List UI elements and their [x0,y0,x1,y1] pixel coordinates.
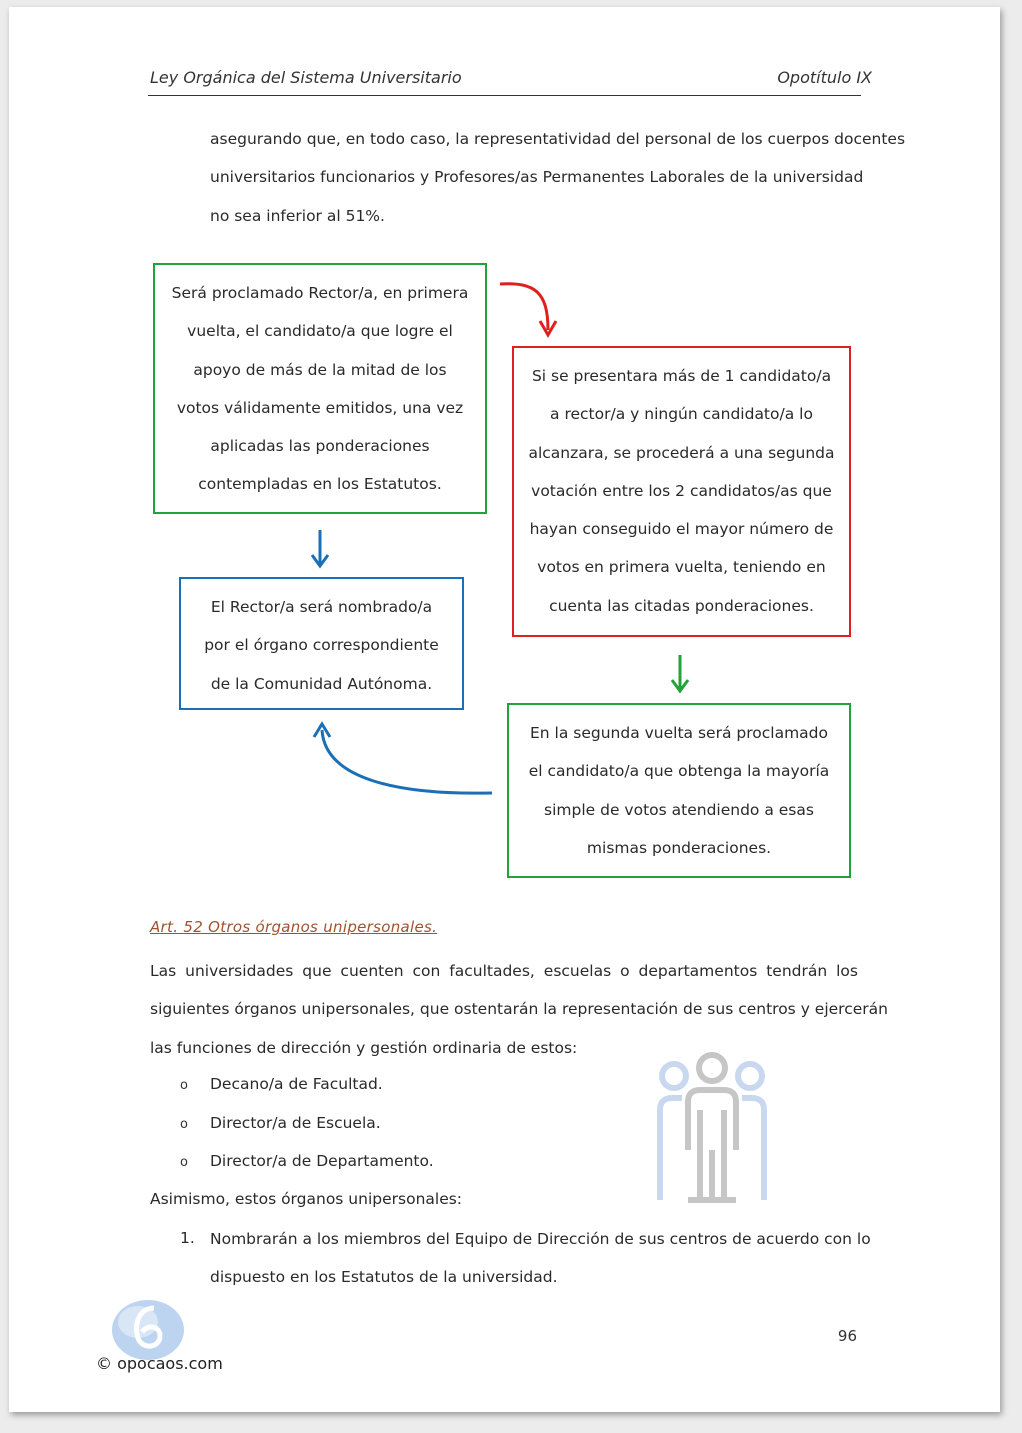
box-line: apoyo de más de la mitad de los [193,360,447,379]
box-line: votos en primera vuelta, teniendo en [537,558,826,577]
box-line: mismas ponderaciones. [586,838,772,857]
box-line: simple de votos atendiendo a esas [544,800,814,819]
intro-line: universitarios funcionarios y Profesores/as Permanentes Laborales de la universidad [210,168,864,187]
bullet-marker: o [180,1155,188,1170]
blue-curved-arrow-icon [314,724,492,793]
numbered-item [210,1220,871,1297]
running-header-section: Opotítulo IX [777,68,872,87]
opocaos-logo-icon [108,1296,188,1362]
box-line: vuelta, el candidato/a que logre el [187,322,453,341]
bullet-item: Decano/a de Facultad. [210,1075,383,1093]
intro-line: asegurando que, en todo caso, la representatividad del personal de los cuerpos docentes [210,130,906,148]
asimismo-text: Asimismo, estos órganos unipersonales: [150,1190,463,1208]
box-line: el candidato/a que obtenga la mayoría [528,762,830,781]
box-line: votación entre los 2 candidatos/as que [531,481,832,500]
running-header-title: Ley Orgánica del Sistema Universitario [150,68,462,87]
red-curved-arrow-icon [500,284,556,335]
article-title: Art. 52 Otros órganos unipersonales. [150,918,438,936]
numbered-line: dispuesto en los Estatutos de la universidad. [210,1268,558,1287]
bullet-marker: o [180,1078,188,1093]
box-line: El Rector/a será nombrado/a [210,598,433,616]
box-line: por el órgano correspondiente [204,636,439,655]
box-line: de la Comunidad Autónoma. [210,674,433,693]
blue-down-arrow-icon [312,530,328,566]
box-line: En la segunda vuelta será proclamado [530,724,828,742]
bullet-item: Director/a de Departamento. [210,1152,434,1170]
page-number: 96 [837,1327,857,1345]
people-group-icon [652,1050,772,1210]
green-down-arrow-icon [672,655,688,691]
box-line: cuenta las citadas ponderaciones. [549,596,814,615]
brand-text: © opocaos.com [96,1354,223,1373]
article-line: las funciones de dirección y gestión ordinaria de estos: [150,1038,578,1057]
bullet-marker: o [180,1117,188,1132]
box-line: Será proclamado Rector/a, en primera [171,284,469,302]
box-line: votos válidamente emitidos, una vez [176,398,464,417]
numbered-line: Nombrarán a los miembros del Equipo de Dirección de sus centros de acuerdo con lo [210,1230,871,1248]
box-line: alcanzara, se procederá a una segunda [528,443,835,462]
box-line: hayan conseguido el mayor número de [529,520,834,539]
article-line: siguientes órganos unipersonales, que ostentarán la representación de sus centros y ejercerán [150,1000,888,1019]
list-number: 1. [180,1229,195,1247]
box-line: a rector/a y ningún candidato/a lo [550,405,813,424]
article-line: Las universidades que cuenten con facultades, escuelas o departamentos tendrán los [150,962,858,980]
box-line: aplicadas las ponderaciones [210,437,430,456]
intro-line: no sea inferior al 51%. [210,206,385,225]
box-line: contempladas en los Estatutos. [198,475,442,494]
bullet-item: Director/a de Escuela. [210,1114,381,1132]
box-line: Si se presentara más de 1 candidato/a [531,367,832,385]
